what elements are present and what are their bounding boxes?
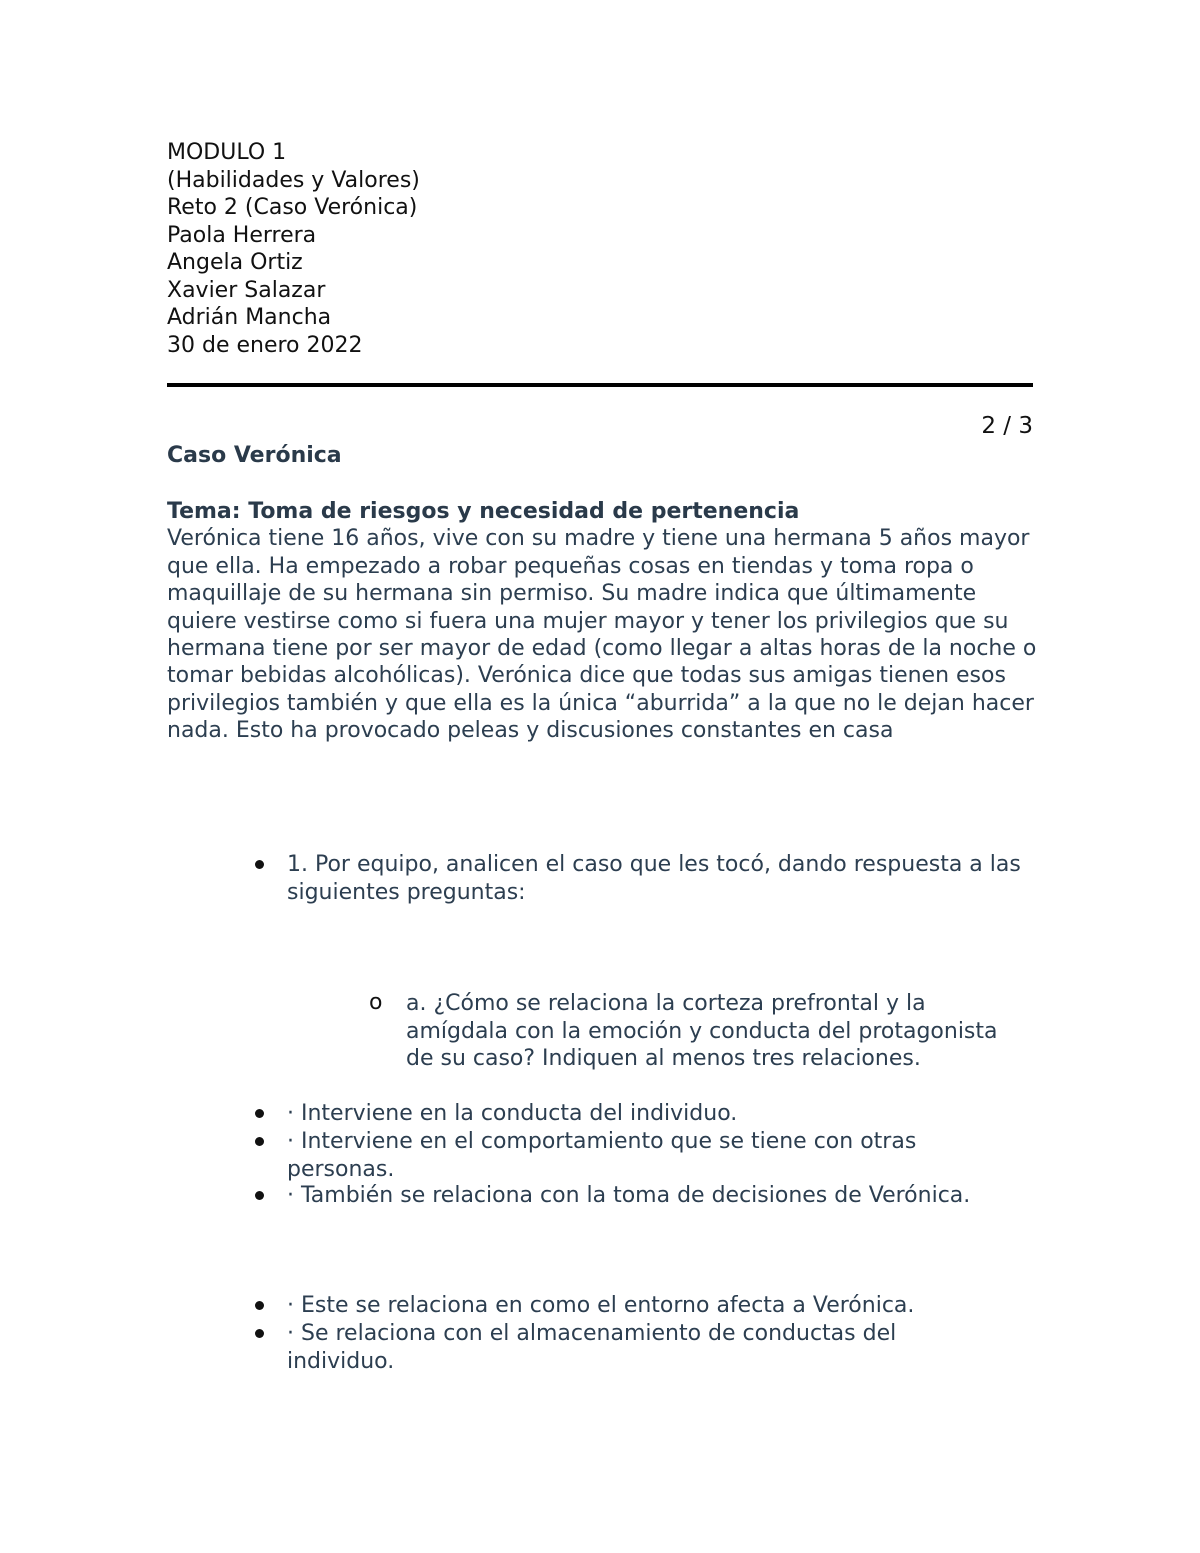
sub-bullet-icon: o bbox=[369, 990, 383, 1015]
case-theme: Tema: Toma de riesgos y necesidad de pertenencia bbox=[167, 499, 800, 524]
answer-item: · Se relaciona con el almacenamiento de conductas del individuo. bbox=[287, 1321, 897, 1374]
bullet-icon bbox=[255, 1301, 264, 1310]
question-main: 1. Por equipo, analicen el caso que les tocó, dando respuesta a las siguientes preguntas: bbox=[287, 852, 1021, 905]
answer-item: · Este se relaciona en como el entorno afecta a Verónica. bbox=[287, 1293, 915, 1318]
author-name: Angela Ortiz bbox=[167, 250, 303, 275]
document-date: 30 de enero 2022 bbox=[167, 332, 363, 358]
bullet-icon bbox=[255, 1109, 264, 1118]
bullet-icon bbox=[255, 1137, 264, 1146]
document-header bbox=[167, 139, 420, 359]
case-title: Caso Verónica bbox=[167, 443, 342, 468]
case-section bbox=[167, 498, 1037, 745]
author-name: Adrián Mancha bbox=[167, 305, 332, 330]
challenge-line: Reto 2 (Caso Verónica) bbox=[167, 195, 418, 220]
module-subtitle: (Habilidades y Valores) bbox=[167, 167, 420, 193]
question-sub: a. ¿Cómo se relaciona la corteza prefrontal y la amígdala con la emoción y conducta del protagonista de su caso? Indiquen al menos tres relaciones. bbox=[406, 991, 998, 1071]
horizontal-divider bbox=[167, 383, 1033, 387]
bullet-icon bbox=[255, 860, 264, 869]
case-description: Verónica tiene 16 años, vive con su madre y tiene una hermana 5 años mayor que ella. Ha empezado a robar pequeñas cosas en tiendas y toma ropa o maquillaje de su hermana sin permiso. Su madre indica que últimamente quiere vestirse como si fuera una mujer mayor y tener los privilegios que su hermana tiene por ser mayor de edad (como llegar a altas horas de la noche o tomar bebidas alcohólicas). Verónica dice que todas sus amigas tienen esos privilegios también y que ella es la única “aburrida” a la que no le dejan hacer nada. Esto ha provocado peleas y discusiones constantes en casa bbox=[167, 526, 1037, 744]
bullet-icon bbox=[255, 1191, 264, 1200]
answer-item: · Interviene en el comportamiento que se tiene con otras personas. bbox=[287, 1129, 917, 1182]
bullet-icon bbox=[255, 1329, 264, 1338]
author-name: Paola Herrera bbox=[167, 222, 317, 248]
module-line: MODULO 1 bbox=[167, 140, 287, 165]
answer-item: · También se relaciona con la toma de decisiones de Verónica. bbox=[287, 1183, 971, 1208]
author-name: Xavier Salazar bbox=[167, 277, 326, 303]
page-number: 2 / 3 bbox=[981, 413, 1033, 439]
answer-item: · Interviene en la conducta del individuo. bbox=[287, 1101, 738, 1126]
